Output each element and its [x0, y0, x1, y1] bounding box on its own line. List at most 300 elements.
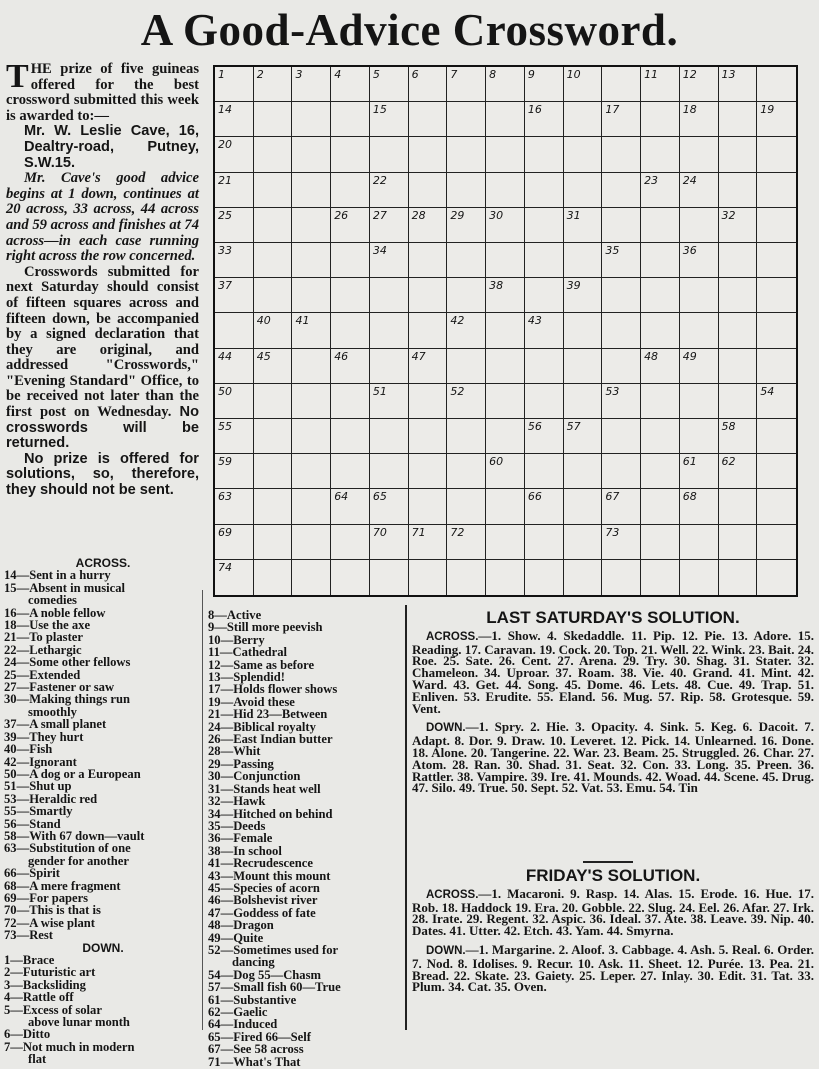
clue-number: 27 [372, 208, 387, 222]
grid-cell[interactable] [447, 137, 486, 172]
grid-cell[interactable] [680, 67, 719, 102]
grid-cell[interactable] [641, 102, 680, 137]
clue: 72—A wise plant [4, 915, 95, 930]
crossword-grid [213, 65, 798, 597]
grid-cell[interactable] [409, 313, 448, 348]
grid-cell[interactable] [486, 208, 525, 243]
grid-cell[interactable] [641, 560, 680, 595]
clue-number: 15 [372, 103, 387, 117]
grid-cell[interactable] [331, 349, 370, 384]
grid-cell[interactable] [757, 173, 796, 208]
grid-cell[interactable] [757, 243, 796, 278]
grid-cell[interactable] [525, 208, 564, 243]
clue: 40—Fish [4, 742, 53, 757]
grid-cell[interactable] [525, 278, 564, 313]
grid-cell[interactable] [486, 419, 525, 454]
grid-cell[interactable] [719, 419, 758, 454]
grid-cell[interactable] [215, 454, 254, 489]
clue-number: 17 [605, 103, 620, 117]
grid-cell[interactable] [486, 102, 525, 137]
grid-cell[interactable] [525, 384, 564, 419]
clue: 49—Quite [208, 930, 264, 945]
grid-cell[interactable] [331, 419, 370, 454]
grid-cell[interactable] [525, 313, 564, 348]
grid-cell[interactable] [215, 102, 254, 137]
clue-number: 11 [644, 68, 659, 81]
grid-cell[interactable] [757, 137, 796, 172]
clue-number: 22 [372, 173, 387, 187]
grid-cell[interactable] [254, 173, 293, 208]
grid-cell[interactable] [641, 173, 680, 208]
separator-rule [583, 861, 633, 863]
grid-cell[interactable] [719, 67, 758, 102]
grid-cell[interactable] [719, 137, 758, 172]
grid-cell[interactable] [447, 349, 486, 384]
clue: 29—Passing [208, 756, 274, 771]
grid-cell[interactable] [680, 525, 719, 560]
grid-cell[interactable] [254, 489, 293, 524]
grid-cell[interactable] [719, 313, 758, 348]
clue-number: 10 [566, 68, 581, 81]
grid-cell[interactable] [564, 454, 603, 489]
clue: 26—East Indian butter [208, 732, 333, 747]
column-divider [202, 590, 203, 1030]
grid-cell[interactable] [409, 243, 448, 278]
grid-cell[interactable] [447, 102, 486, 137]
grid-cell[interactable] [719, 525, 758, 560]
down-heading: DOWN. [82, 940, 124, 955]
grid-cell[interactable] [215, 208, 254, 243]
grid-cell[interactable] [215, 313, 254, 348]
grid-cell[interactable] [486, 67, 525, 102]
clue-number: 33 [218, 244, 232, 257]
clue: 35—Deeds [208, 818, 266, 833]
grid-cell[interactable] [680, 137, 719, 172]
grid-cell[interactable] [292, 137, 331, 172]
grid-cell[interactable] [525, 525, 564, 560]
grid-cell[interactable] [409, 560, 448, 595]
grid-cell[interactable] [525, 173, 564, 208]
clue-number: 56 [527, 420, 542, 433]
grid-cell[interactable] [680, 560, 719, 595]
grid-cell[interactable] [409, 137, 448, 172]
grid-cell[interactable] [254, 278, 293, 313]
grid-cell[interactable] [564, 560, 603, 595]
grid-cell[interactable] [409, 489, 448, 524]
grid-cell[interactable] [641, 525, 680, 560]
grid-cell[interactable] [292, 525, 331, 560]
grid-cell[interactable] [602, 173, 641, 208]
clue-number: 58 [721, 420, 736, 433]
grid-cell[interactable] [680, 313, 719, 348]
clue: 7—Not much in modern [4, 1039, 135, 1054]
column-divider [405, 605, 407, 1030]
grid-cell[interactable] [447, 489, 486, 524]
grid-cell[interactable] [409, 384, 448, 419]
clue: 11—Cathedral [208, 645, 288, 660]
grid-cell[interactable] [254, 313, 293, 348]
grid-cell[interactable] [525, 137, 564, 172]
clue: 28—Whit [208, 744, 261, 759]
clue-number: 3 [295, 68, 303, 81]
grid-cell[interactable] [254, 525, 293, 560]
clue: 62—Gaelic [208, 1005, 268, 1019]
grid-cell[interactable] [331, 208, 370, 243]
grid-cell[interactable] [409, 102, 448, 137]
grid-cell[interactable] [292, 173, 331, 208]
grid-cell[interactable] [254, 454, 293, 489]
clue-number: 21 [218, 173, 232, 187]
grid-cell[interactable] [447, 67, 486, 102]
grid-cell[interactable] [525, 560, 564, 595]
grid-cell[interactable] [486, 137, 525, 172]
clue: 66—Spirit [4, 866, 60, 881]
grid-cell[interactable] [641, 137, 680, 172]
grid-cell[interactable] [757, 278, 796, 313]
winner-address: Mr. W. Leslie Cave, 16, Dealtry-road, Putney, S.W.15. [24, 123, 199, 171]
grid-cell[interactable] [254, 67, 293, 102]
grid-cell[interactable] [757, 525, 796, 560]
clue: 55—Smartly [4, 804, 73, 819]
grid-cell[interactable] [486, 560, 525, 595]
grid-cell[interactable] [447, 278, 486, 313]
grid-cell[interactable] [409, 67, 448, 102]
grid-cell[interactable] [564, 243, 603, 278]
no-prize-note: No prize is offered for solutions, so, therefore, they should not be sent. [6, 450, 199, 499]
grid-cell[interactable] [370, 489, 409, 524]
grid-cell[interactable] [215, 173, 254, 208]
down-answers: —1. Spry. 2. Hie. 3. Opacity. 4. Sink. 5. Keg. 6. Dacoit. 7. Adapt. 8. Dor. 9. Draw. 10. Leveret. 12. Pick. 14. Unlearned. 16. Done. 18. Alone. 20. Tangerine. 22. War. 23. Beam. 25. Struggled. 26. Char. 27. Atom. 28. Ran. 30. Shad. 31. Seat. 32. Con. 33. Long. 35. Preen. 36. Rattler. 38. Vampire. 39. Ire. 41. Mounds. 42. Woad. 44. Scene. 45. Drug. 47. Silo. 49. True. 50. Sept. 52. Vat. 53. Emu. 54. Tin [412, 719, 814, 796]
grid-cell[interactable] [486, 349, 525, 384]
grid-cell[interactable] [680, 384, 719, 419]
grid-cell[interactable] [370, 102, 409, 137]
grid-cell[interactable] [680, 102, 719, 137]
grid-cell[interactable] [292, 489, 331, 524]
grid-cell[interactable] [564, 278, 603, 313]
clue-number: 54 [760, 384, 775, 398]
grid-cell[interactable] [641, 67, 680, 102]
grid-cell[interactable] [370, 454, 409, 489]
grid-cell[interactable] [486, 278, 525, 313]
across-answers: —1. Show. 4. Skedaddle. 11. Pip. 12. Pie. 13. Adore. 15. Reading. 17. Caravan. 19. Cock. 20. Top. 21. Well. 22. Wink. 23. Bait. 24. Roe. 25. Sate. 26. Cent. 27. Arena. 29. Try. 30. Shag. 31. Stater. 32. Chameleon. 34. Uproar. 37. Roam. 38. Vie. 40. Grand. 41. Mint. 42. Ward. 43. Get. 44. Song. 45. Dome. 46. Lets. 48. Cue. 49. Trap. 51. Enliven. 53. Erudite. 55. Eland. 56. Mug. 57. Rip. 58. Grotesque. 59. Vent. [412, 627, 814, 716]
grid-cell[interactable] [409, 349, 448, 384]
grid-cell[interactable] [292, 243, 331, 278]
grid-cell[interactable] [292, 560, 331, 595]
grid-cell[interactable] [680, 454, 719, 489]
grid-cell[interactable] [525, 419, 564, 454]
clue: 24—Some other fellows [4, 655, 131, 670]
grid-cell[interactable] [564, 313, 603, 348]
grid-cell[interactable] [680, 419, 719, 454]
grid-cell[interactable] [641, 419, 680, 454]
grid-cell[interactable] [254, 137, 293, 172]
grid-cell[interactable] [447, 243, 486, 278]
clue: 10—Berry [208, 632, 265, 647]
section-heading: FRIDAY'S SOLUTION. [525, 866, 701, 885]
grid-cell[interactable] [447, 419, 486, 454]
grid-cell[interactable] [254, 243, 293, 278]
grid-cell[interactable] [564, 173, 603, 208]
clue: 51—Shut up [4, 779, 72, 794]
grid-cell[interactable] [254, 102, 293, 137]
grid-cell[interactable] [719, 454, 758, 489]
grid-cell[interactable] [331, 173, 370, 208]
grid-cell[interactable] [215, 489, 254, 524]
grid-cell[interactable] [564, 102, 603, 137]
clue-number: 29 [450, 208, 465, 222]
grid-cell[interactable] [602, 137, 641, 172]
grid-cell[interactable] [719, 243, 758, 278]
grid-cell[interactable] [757, 67, 796, 102]
clue: 9—Still more peevish [208, 620, 323, 635]
grid-cell[interactable] [292, 278, 331, 313]
grid-cell[interactable] [331, 137, 370, 172]
grid-cell[interactable] [370, 173, 409, 208]
grid-cell[interactable] [486, 525, 525, 560]
grid-cell[interactable] [602, 243, 641, 278]
grid-cell[interactable] [447, 173, 486, 208]
grid-cell[interactable] [680, 349, 719, 384]
clue: 47—Goddess of fate [208, 905, 316, 920]
grid-cell[interactable] [447, 313, 486, 348]
clue-number: 25 [218, 208, 232, 222]
clue: 27—Fastener or saw [4, 680, 115, 695]
grid-cell[interactable] [757, 489, 796, 524]
grid-cell[interactable] [486, 384, 525, 419]
clue-number: 52 [450, 384, 465, 398]
grid-cell[interactable] [215, 560, 254, 595]
clue-number: 62 [721, 455, 736, 469]
clue: 2—Futuristic art [4, 965, 96, 980]
grid-cell[interactable] [254, 349, 293, 384]
clue-number: 61 [682, 455, 697, 469]
grid-cell[interactable] [447, 525, 486, 560]
grid-cell[interactable] [292, 419, 331, 454]
grid-cell[interactable] [680, 278, 719, 313]
grid-cell[interactable] [641, 384, 680, 419]
grid-cell[interactable] [602, 419, 641, 454]
grid-cell[interactable] [641, 454, 680, 489]
grid-cell[interactable] [447, 384, 486, 419]
grid-cell[interactable] [602, 313, 641, 348]
clue-number: 1 [218, 68, 225, 81]
grid-cell[interactable] [525, 489, 564, 524]
grid-cell[interactable] [602, 102, 641, 137]
grid-cell[interactable] [719, 489, 758, 524]
grid-cell[interactable] [215, 67, 254, 102]
clue: 16—A noble fellow [4, 605, 106, 620]
down-answers: —1. Margarine. 2. Aloof. 3. Cabbage. 4. Ash. 5. Real. 6. Order. 7. Nod. 8. Idolises. 9. Recur. 10. Ask. 11. Sheet. 12. Purée. 13. Pea. 21. Bread. 22. Skate. 23. Gaiety. 25. Leper. 27. Inlay. 30. Edit. 31. Tat. 33. Plum. 34. Cat. 35. Oven. [412, 941, 814, 995]
grid-cell[interactable] [564, 208, 603, 243]
grid-cell[interactable] [602, 384, 641, 419]
grid-cell[interactable] [292, 384, 331, 419]
clue: 19—Avoid these [208, 694, 295, 709]
clue-number: 65 [372, 490, 387, 504]
grid-cell[interactable] [564, 67, 603, 102]
grid-cell[interactable] [292, 208, 331, 243]
grid-cell[interactable] [331, 489, 370, 524]
grid-cell[interactable] [254, 208, 293, 243]
grid-cell[interactable] [719, 208, 758, 243]
grid-cell[interactable] [486, 454, 525, 489]
grid-cell[interactable] [370, 243, 409, 278]
grid-cell[interactable] [564, 349, 603, 384]
grid-cell[interactable] [525, 102, 564, 137]
grid-cell[interactable] [254, 419, 293, 454]
grid-cell[interactable] [525, 67, 564, 102]
grid-cell[interactable] [292, 67, 331, 102]
grid-cell[interactable] [757, 102, 796, 137]
grid-cell[interactable] [486, 313, 525, 348]
grid-cell[interactable] [602, 560, 641, 595]
grid-cell[interactable] [370, 384, 409, 419]
grid-cell[interactable] [254, 384, 293, 419]
grid-cell[interactable] [564, 384, 603, 419]
grid-cell[interactable] [215, 137, 254, 172]
grid-cell[interactable] [215, 243, 254, 278]
grid-cell[interactable] [680, 208, 719, 243]
grid-cell[interactable] [215, 525, 254, 560]
grid-cell[interactable] [215, 349, 254, 384]
grid-cell[interactable] [757, 349, 796, 384]
grid-cell[interactable] [370, 560, 409, 595]
grid-cell[interactable] [409, 525, 448, 560]
grid-cell[interactable] [641, 208, 680, 243]
clue-number: 28 [411, 208, 426, 222]
clue: 41—Recrudescence [208, 856, 313, 871]
clue-number: 9 [527, 68, 535, 81]
grid-cell[interactable] [370, 525, 409, 560]
grid-cell[interactable] [331, 525, 370, 560]
grid-cell[interactable] [757, 313, 796, 348]
grid-cell[interactable] [486, 173, 525, 208]
grid-cell[interactable] [719, 560, 758, 595]
grid-cell[interactable] [331, 454, 370, 489]
clue-number: 48 [644, 349, 659, 363]
grid-cell[interactable] [331, 560, 370, 595]
grid-cell[interactable] [719, 349, 758, 384]
clue-number: 39 [566, 279, 581, 293]
grid-cell[interactable] [564, 137, 603, 172]
grid-cell[interactable] [370, 349, 409, 384]
grid-cell[interactable] [370, 278, 409, 313]
clue-number: 66 [527, 490, 542, 504]
grid-cell[interactable] [409, 278, 448, 313]
grid-cell[interactable] [370, 419, 409, 454]
grid-cell[interactable] [680, 173, 719, 208]
clue-number: 72 [450, 525, 465, 539]
grid-cell[interactable] [680, 243, 719, 278]
page-title: A Good-Advice Crossword. [140, 5, 679, 55]
grid-cell[interactable] [331, 243, 370, 278]
grid-cell[interactable] [215, 384, 254, 419]
grid-cell[interactable] [215, 419, 254, 454]
grid-cell[interactable] [564, 525, 603, 560]
grid-cell[interactable] [370, 208, 409, 243]
grid-cell[interactable] [564, 489, 603, 524]
grid-cell[interactable] [331, 278, 370, 313]
grid-cell[interactable] [641, 489, 680, 524]
grid-cell[interactable] [757, 384, 796, 419]
grid-cell[interactable] [525, 243, 564, 278]
grid-cell[interactable] [292, 313, 331, 348]
grid-cell[interactable] [525, 454, 564, 489]
grid-cell[interactable] [564, 419, 603, 454]
grid-cell[interactable] [292, 454, 331, 489]
clue: 8—Active [208, 608, 262, 622]
grid-cell[interactable] [331, 67, 370, 102]
clue-number: 38 [489, 279, 504, 293]
grid-cell[interactable] [525, 349, 564, 384]
grid-cell[interactable] [486, 489, 525, 524]
clue-number: 45 [256, 349, 271, 363]
clue-number: 36 [682, 244, 697, 257]
grid-cell[interactable] [641, 313, 680, 348]
grid-cell[interactable] [331, 102, 370, 137]
grid-cell[interactable] [409, 173, 448, 208]
clue-number: 69 [218, 525, 232, 539]
grid-cell[interactable] [292, 102, 331, 137]
grid-cell[interactable] [719, 102, 758, 137]
clue-number: 41 [295, 314, 310, 328]
grid-cell[interactable] [757, 208, 796, 243]
grid-cell[interactable] [409, 419, 448, 454]
grid-cell[interactable] [680, 489, 719, 524]
grid-cell[interactable] [409, 454, 448, 489]
grid-cell[interactable] [757, 560, 796, 595]
grid-cell[interactable] [641, 349, 680, 384]
grid-cell[interactable] [602, 67, 641, 102]
clue-number: 64 [334, 490, 349, 504]
grid-cell[interactable] [719, 384, 758, 419]
grid-cell[interactable] [602, 525, 641, 560]
grid-cell[interactable] [719, 173, 758, 208]
clue-number: 53 [605, 384, 620, 398]
grid-cell[interactable] [719, 278, 758, 313]
grid-cell[interactable] [602, 454, 641, 489]
clue: 37—A small planet [4, 717, 107, 732]
grid-cell[interactable] [602, 349, 641, 384]
grid-cell[interactable] [602, 278, 641, 313]
last-saturday-solution: LAST SATURDAY'S SOLUTION. ACROSS.—1. Show. 4. Skedaddle. 11. Pip. 12. Pie. 13. Adore. 15. Reading. 17. Caravan. 19. Cock. 20. Top. 21. Well. 22. Wink. 23. Bait. 24. Roe. 25. Sate. 26. Cent. 27. Arena. 29. Try. 30. Shag. 31. Stater. 32. Chameleon. 34. Uproar. 37. Roam. 38. Vie. 40. Grand. 41. Mint. 42. Ward. 43. Get. 44. Song. 45. Dome. 46. Lets. 48. Cue. 49. Trap. 51. Enliven. 53. Erudite. 55. Eland. 56. Mug. 57. Rip. 58. Grotesque. 59. Vent. DOWN.—1. Spry. 2. Hie. 3. Opacity. 4. Sink. 5. Keg. 6. Dacoit. 7. Adapt. 8. Dor. 9. Draw. 10. Leveret. 12. Pick. 14. Unlearned. 16. Done. 18. Alone. 20. Tangerine. 22. War. 23. Beam. 25. Struggled. 26. Char. 27. Atom. 28. Ran. 30. Shad. 31. Seat. 32. Con. 33. Long. 35. Preen. 36. Rattler. 38. Vampire. 39. Ire. 41. Mounds. 42. Woad. 44. Scene. 45. Drug. 47. Silo. 49. True. 50. Sept. 52. Vat. 53. Emu. 54. Tin [412, 608, 814, 796]
grid-cell[interactable] [447, 560, 486, 595]
grid-cell[interactable] [370, 67, 409, 102]
grid-cell[interactable] [641, 243, 680, 278]
grid-cell[interactable] [602, 489, 641, 524]
grid-cell[interactable] [254, 560, 293, 595]
grid-cell[interactable] [602, 208, 641, 243]
clue-number: 55 [218, 420, 232, 433]
clue-number: 31 [566, 208, 581, 222]
clue-number: 51 [372, 384, 387, 398]
grid-cell[interactable] [486, 243, 525, 278]
submission-rules: Crosswords submitted for next Saturday should consist of fifteen squares across and fifteen down, be accompanied by a signed declaration that they are original, and addressed "Crosswords," "Evening Standard" Office, to be received not later than the first post on Wednesday. No crosswords will be returned. [6, 263, 199, 452]
grid-cell[interactable] [215, 278, 254, 313]
grid-cell[interactable] [447, 454, 486, 489]
grid-cell[interactable] [370, 137, 409, 172]
grid-cell[interactable] [409, 208, 448, 243]
grid-cell[interactable] [641, 278, 680, 313]
grid-cell[interactable] [757, 454, 796, 489]
grid-cell[interactable] [331, 384, 370, 419]
grid-cell[interactable] [331, 313, 370, 348]
across-heading: ACROSS. [75, 556, 131, 570]
grid-cell[interactable] [292, 349, 331, 384]
grid-cell[interactable] [447, 208, 486, 243]
clue-number: 70 [372, 525, 387, 539]
grid-cell[interactable] [757, 419, 796, 454]
grid-cell[interactable] [370, 313, 409, 348]
